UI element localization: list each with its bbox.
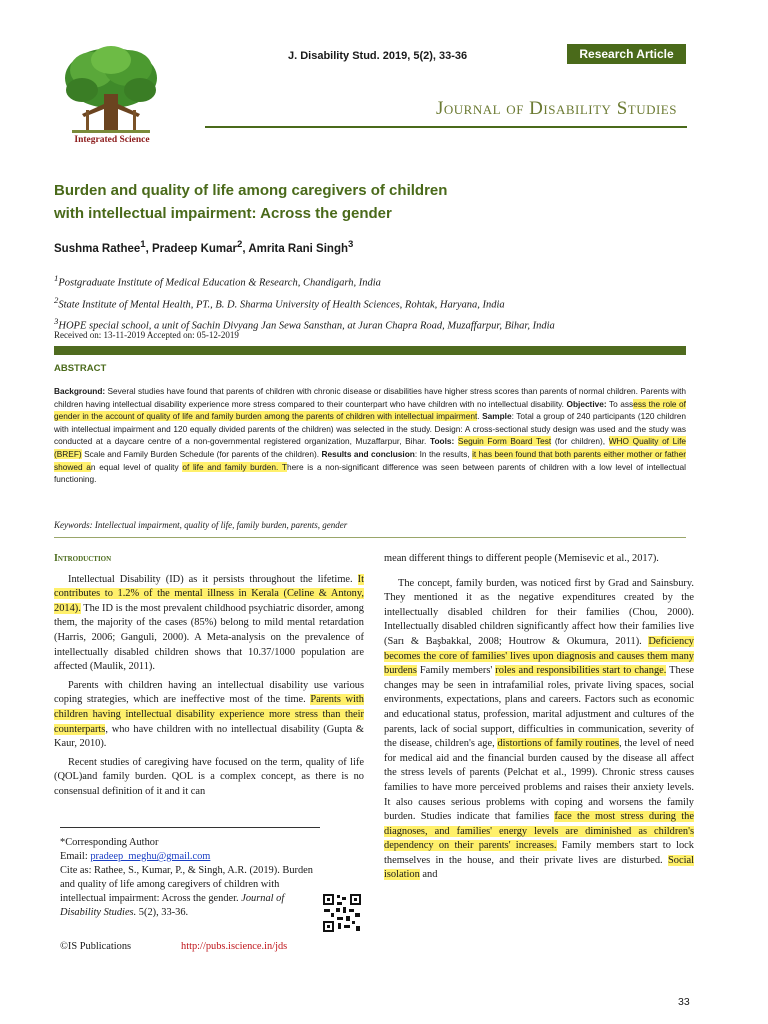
author-name: Pradeep Kumar [152,242,238,255]
affiliations [54,270,694,335]
column-right [384,552,694,887]
header-rule [205,126,687,128]
copyright: ©IS Publications [60,941,132,952]
journal-url-link[interactable]: http://pubs.iscience.in/jds [181,941,288,952]
page-number: 33 [678,996,690,1008]
paragraph: The concept, family burden, was noticed first by Grad and Sainsbury. They mentioned it as the negative expenditures created by the intellectually disabled children for their families (Chou, 2000). Intellectually disabled children significantly affect how their families live (Sarı & Başbakkal, 2008; Houtrow & Okumura, 2011). Deficiency becomes the core of families' lives upon diagnosis and causes them many burdens Family members' roles and responsibilities start to change. These changes may be seen in intrafamilial roles, private living spaces, social environments, expectations, plans and careers. Factors such as economic and educational status, profession, marital adjustment and cultures of the parents, lack of social support, difficulties in communication, severity of the disease, children's age, distortions of family routines, the level of need for medical aid and the financial burden caused by the disease all affect the stress levels of parents (Pelchat et al., 1999). Chronic stress causes families to have more perceived problems and raises their anxiety levels. It also causes serious problems with coping and worsens the family burden. Studies indicate that families face the most stress during the diagnoses, and families' energy levels are diminished as children's dependency on their parents' increases. Family members start to lock themselves in the house, and their private lives are disturbed. Social isolation and [384,577,694,881]
footnote [60,836,322,920]
keywords: Keywords: Intellectual impairment, quality of life, family burden, parents, gender [54,520,348,530]
title-line-2: with intellectual impairment: Across the gender [54,205,392,222]
paragraph: Intellectual Disability (ID) as it persists throughout the lifetime. It contributes to 1.2% of the mental illness in Kerala (Celine & Antony, 2014). The ID is the most prevalent childhood psychiatric disorder, among them, the majority of the cases (85%) belong to mild mental retardation (Harris, 2006; Ganguli, 2000). A Meta-analysis on the prevalence of intellectually disabled children shows that 10.37/1000 population are affected (Maulik, 2011). [54,573,364,673]
corresponding-author: *Corresponding Author [60,837,159,848]
received-dates: Received on: 13-11-2019 Accepted on: 05-12-2019 [54,330,239,340]
article-type-badge: Research Article [567,44,686,64]
keywords-rule [54,537,686,538]
abstract-heading: ABSTRACT [54,363,107,374]
affiliation: $^3$HOPE special school, a unit of Sachin Divyang Jan Sewa Sansthan, at Juran Chapra Road, Muzaffarpur, Bihar, India [54,316,555,332]
footnote-rule [60,827,320,828]
author-sup: 1 [140,239,146,250]
qr-code-icon [322,893,362,933]
author-name: Amrita Rani Singh [248,242,348,255]
logo-caption: Integrated Science [74,135,150,145]
paragraph: Recent studies of caregiving have focused on the term, quality of life (QOL)and family burden. QOL is a complex concept, as there is no consensual definition of it and it can [54,756,364,797]
author-sup: 3 [348,239,354,250]
affiliation: $^1$Postgraduate Institute of Medical Education & Research, Chandigarh, India [54,273,381,289]
abstract-bar [54,346,686,355]
abstract-body: Background: Several studies have found that parents of children with chronic disease or disabilities have higher stress scores than parents of normal children. Parents with children having intellectual disability experience more stress compared to their counterpart who have children with no intellectual disability. Objective: To assess the role of gender in the account of quality of life and family burden among the parents of children with intellectual impairment. Sample: Total a group of 240 participants (120 children with intellectual impairment and 120 equally divided parents of the children) was selected in the study. Design: A cross-sectional study design was used and the study was conducted at a daycare centre of a non-governmental registered organization, Muzaffarpur, Bihar. Tools: Seguin Form Board Test (for children), WHO Quality of Life (BREF) Scale and Family Burden Schedule (for parents of the children). Results and conclusion: In the results, it has been found that both parents either mother or father showed an equal level of quality of life and family burden. There is a non-significant difference was seen between parents of children with a low level of intellectual functioning. [54,386,686,485]
section-heading: Introduction [54,553,112,564]
journal-citation: J. Disability Stud. 2019, 5(2), 33-36 [288,50,468,62]
paragraph: Parents with children having an intellectual disability use various coping strategies, which are ineffective most of the time. Parents with children having intellectual disability experience more stress than their counterparts, who have children with no intellectual disability (Gupta & Kaur, 2010). [54,679,364,750]
paragraph: mean different things to different people (Memisevic et al., 2017). [384,553,659,564]
author-sup: 2 [237,239,243,250]
column-left [54,552,364,804]
affiliation: $^2$State Institute of Mental Health, PT., B. D. Sharma University of Health Sciences, Rohtak, Haryana, India [54,294,505,310]
author-list: Sushma Rathee$^1$, Pradeep Kumar$^2$, Amrita Rani Singh$^3$ [54,239,354,255]
article-title [54,179,654,225]
title-line-1: Burden and quality of life among caregivers of children [54,182,448,199]
author-name: Sushma Rathee [54,242,141,255]
email-line: Email: pradeep_meghu@gmail.com [60,851,211,862]
journal-name: Journal of Disability Studies [436,98,677,119]
email-link[interactable]: pradeep_meghu@gmail.com [90,851,211,862]
cite-as: Cite as: Rathee, S., Kumar, P., & Singh, A.R. (2019). Burden and quality of life among caregivers of children with intellectual impairment: Across the gender. Journal of Disability Studies. 5(2), 33-36. [60,865,313,918]
